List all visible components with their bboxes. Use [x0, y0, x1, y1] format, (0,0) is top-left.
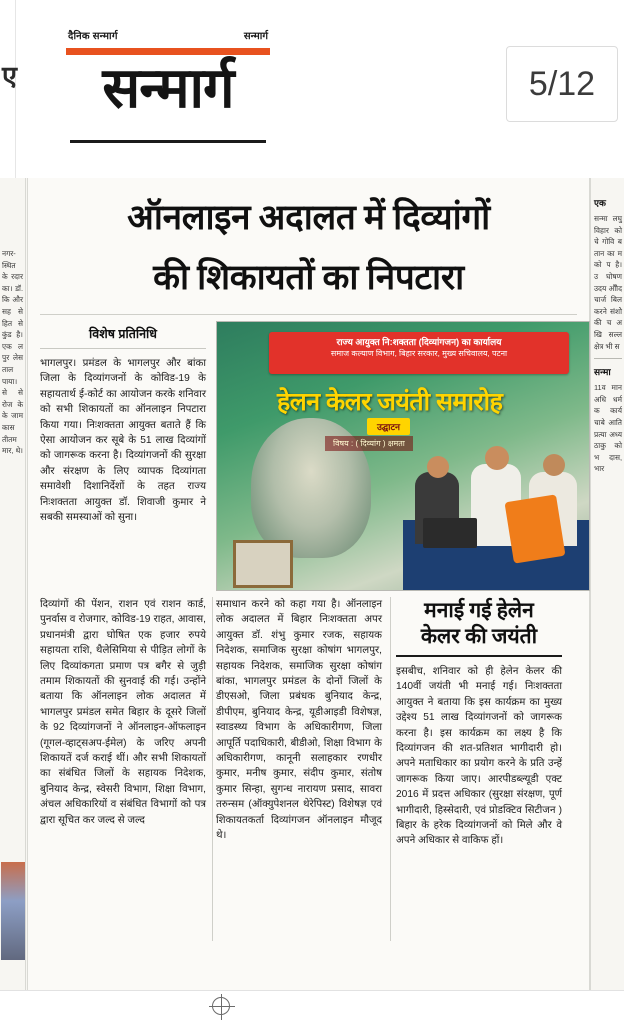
sidebar-paragraph: इसबीच, शनिवार को ही हेलेन केलर की 140वीं जयंती भी मनाई गई। निःशक्तता आयुक्त ने बताया कि इस कार्यक्रम का मुख्य उद्देश्य 51 लाख दिव्यांगजनों को जागरूक करना है। इस कार्यक्रम का लक्ष्य है कि दिव्यांगजन की शत-प्रतिशत भागीदारी हो। अपने मताधिकार का प्रयोग करने के प्रति उन्हें जागरूक किया जाए। आरपीडब्ल्यूडी एक्ट 2016 में प्रदत्त अधिकार (सुरक्षा संरक्षण, पूर्ण भागीदारी, हिस्सेदारी, एवं प्रोडक्टिव सिटीजन ) बिहार के हरेक दिव्यांगजनों को मिले और वे अपने अधिकार से वाकिफ हों। [396, 666, 562, 847]
column-rule-1 [212, 597, 213, 941]
article-headline-line-2: की शिकायतों का निपटारा [153, 258, 464, 297]
logo-top-row [62, 28, 274, 50]
logo-underline [70, 140, 266, 143]
left-cropped-text: नगर-स्थित के रदार का। डॉ. कि और सह से हित से कुंड है। एक लपुर लेस ताल पाया। से से रोज के के जाम कास तीतम मार, थे। [2, 249, 23, 456]
newspaper-page [0, 178, 624, 1020]
logo-hindi-subtitle: दैनिक सन्मार्ग [68, 31, 118, 42]
article-col2-paragraph: समाधान करने को कहा गया है। ऑनलाइन लोक अदालत में बिहार निःशक्तता अपर आयुक्त डॉ. शंभु कुमार रजक, सहायक निदेशक, समाजिक सुरक्षा कोषांग भागलपुर, सहायक निदेशक, समाजिक सुरक्षा कोषांग बांका, भागलपुर प्रमंडल के दोनों जिलों के डीएसओ, जिला प्रबंधक बुनियाद केन्द्र, डीपीएम, बुनियाद केन्द्र, यूडीआइडी विशेषज्ञ, स्वाडस्थ्य विभाग के अधिकारीगण, जिला आपूर्ति पदाधिकारी, बीडीओ, शिक्षा विभाग के अधिकारीगण, कानूनी सलाहकार रणधीर कुमार, मनीष कुमार, संदीप कुमार, संतोष कुमार सिन्हा, सुगन्ध नारायण प्रसाद, सावरा तरुन्सम (ऑक्युपेशनल थेरेपिस्ट) विशेषज्ञ एवं शिकायतकर्ता दिव्यांगजन ऑनलाइन मौजूद थे। [216, 599, 382, 842]
photo-person-1-head [427, 456, 449, 478]
photo-framed-picture [233, 540, 293, 588]
sidebar-heading [396, 597, 562, 657]
sidebar-heading-line-2: केलर की जयंती [420, 624, 538, 648]
right-cropped-divider [594, 358, 622, 359]
article-headline-line-1: ऑनलाइन अदालत में दिव्यांगों [127, 198, 490, 237]
photo-person-3-head [543, 454, 565, 476]
page-bottom-strip [0, 990, 624, 1020]
right-cropped-text-2: 11व मान अधि धर्मक कार्य चाबे आति प्रत्या अध्य ठाकु को भ दास, भार [594, 383, 622, 474]
article-byline: विशेष प्रतिनिधि [40, 321, 206, 349]
article-photo [216, 321, 590, 591]
photo-shawl [504, 494, 565, 563]
publication-logo [62, 28, 274, 150]
logo-accent-rule [66, 48, 270, 55]
photo-laptop [423, 518, 477, 548]
sidebar-heading-line-1: मनाई गई हेलेन [424, 598, 534, 622]
article-column-1 [40, 321, 206, 525]
masthead-bar [0, 0, 624, 178]
registration-mark-icon [212, 997, 230, 1015]
photo-event-banner [269, 332, 569, 374]
photo-inauguration-badge: उद्घाटन [367, 418, 410, 435]
photo-subline: विषय : ( दिव्यांग ) क्षमता [325, 436, 413, 451]
masthead-left-strip [0, 0, 16, 178]
photo-banner-line-2: समाज कल्याण विभाग, बिहार सरकार, मुख्य सचिवालय, पटना [330, 349, 508, 358]
article-col1-paragraph-2: दिव्यांगों की पेंशन, राशन एवं राशन कार्ड, पुनर्वास व रोजगार, कोविड-19 राहत, आवास, प्रधानमंत्री द्वारा घोषित एक हजार रुपये सहायता राशि, थैलेसिमिया से पीड़ित लोगों के लिए दिव्यांकगता प्रमाण पत्र बगैर से जुड़ी तमाम शिकायतों की सुनवाई की गई। उन्होंने बताया कि ऑनलाइन लोक अदालत में भागलपुर प्रमंडल समेत बिहार के दूसरे जिलों के 92 दिव्यांगजनों ने ऑनलाइन-ऑफलाइन (गूगल-व्हाट्सअप-ईमेल) के जरिए अपनी शिकायतें दर्ज कराई थीं। और सभी शिकायतों का संबंधित जिलों के सहायक निदेशक, बुनियाद केन्द्र, स्वेसरी विभाग, शिक्षा विभाग, अंचल अधिकारियों व संबंधित विभागों को पत्र द्वारा सूचित कर जल्द से जल्द [40, 599, 206, 826]
logo-secondary-subtitle: सन्मार्ग [243, 31, 268, 42]
article-column-2 [216, 597, 382, 844]
photo-banner-line-1: राज्य आयुक्त नि:शक्तता (दिव्यांगजन) का कार्यालय [336, 337, 502, 347]
left-cropped-photo [1, 862, 25, 960]
photo-event-title: हेलन केलर जयंती समारोह [277, 388, 503, 416]
right-cropped-heading-1: एक [594, 198, 606, 208]
article-container [27, 178, 590, 1020]
column-rule-2 [390, 597, 391, 941]
headline-divider [40, 314, 577, 315]
logo-title: सन्मार्ग [102, 58, 234, 120]
article-lower-columns [40, 597, 588, 941]
right-cropped-text-1: सन्मा लघु विहार को चे गोवि बतान का म को प है। उ घोषण उदय औौद चार्ज बिल करने संशोे की च अखि सल्ल क्षेत्र भी स [594, 214, 622, 351]
masthead-edge-glyph: ए [2, 61, 16, 91]
page-indicator[interactable]: 5/12 [506, 46, 618, 122]
left-cropped-column [0, 178, 26, 1020]
right-cropped-heading-2: सन्मा [594, 367, 611, 378]
article-body-top [38, 321, 579, 941]
article-col1-paragraph-1: भागलपुर। प्रमंडल के भागलपुर और बांका जिला के दिव्यांगजनों के कोविड-19 के सहायतार्थ ई-कोर्ट का आयोजन करके शनिवार को सभी शिकायतों का ऑनलाइन निपटारा किया गया। निःशक्तता आयुक्त बताते हैं कि ऐसा आयोजन कर सूबे के 51 लाख दिव्यांगों को जागरूक करना है। दिव्यांगजनों की सुरक्षा और संरक्षण के लिए व्यापक दिव्यांगता समावेशी दिशानिर्देशों के तहत राज्य निःशक्तता आयुक्त डॉ. शिवाजी कुमार ने सबकी समस्याओं को सुना। [40, 358, 206, 524]
article-sidebar-column [396, 597, 562, 849]
right-cropped-column [590, 178, 624, 1020]
photo-person-2-head [485, 446, 509, 470]
